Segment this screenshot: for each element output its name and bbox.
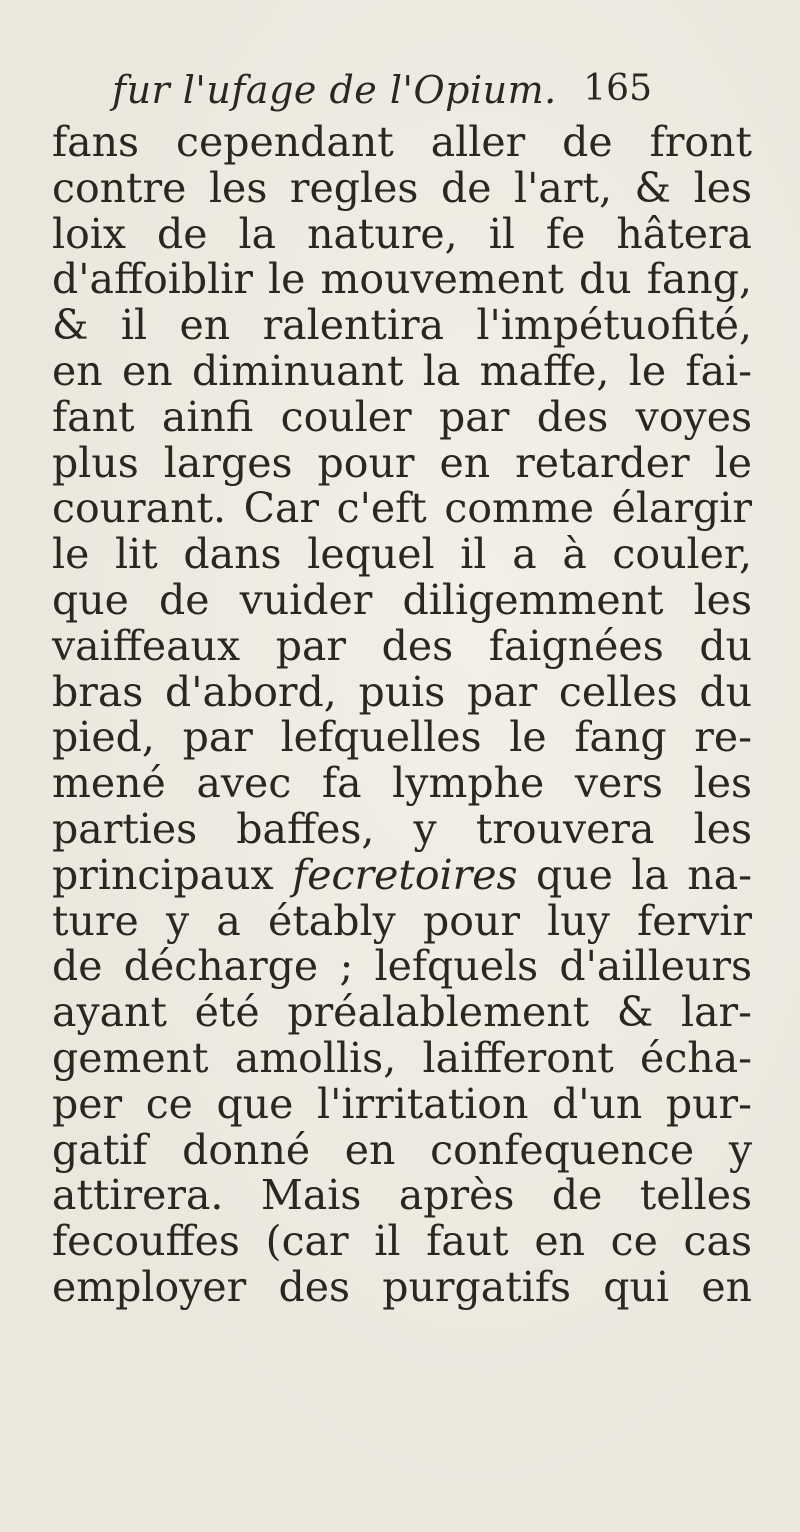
text-line: vaiffeaux par des faignées du (52, 621, 752, 670)
line-text-after-italic: que la na- (517, 850, 752, 899)
line-text-before-italic: principaux (52, 850, 293, 899)
text-line: fans cependant aller de front (52, 118, 752, 166)
text-line: ture y a étably pour luy fervir (52, 896, 752, 945)
text-line: parties baffes, y trouvera les (52, 804, 752, 853)
text-line: & il en ralentira l'impétuofité, (52, 301, 752, 350)
text-line: ayant été préalablement & lar- (52, 988, 752, 1037)
text-line: plus larges pour en retarder le (52, 438, 752, 487)
text-line: que de vuider diligemment les (52, 575, 752, 624)
text-line: gement amollis, laifferont écha- (52, 1033, 752, 1082)
text-line: de décharge ; lefquels d'ailleurs (52, 942, 752, 991)
text-line: fecouffes (car il faut en ce cas (52, 1217, 752, 1266)
text-line: en en diminuant la maffe, le fai- (52, 346, 752, 395)
body-text (52, 120, 752, 1311)
text-line: pied, par lefquelles le fang re- (52, 713, 752, 762)
page-number: 165 (583, 68, 652, 109)
text-line: contre les regles de l'art, & les (52, 163, 752, 212)
text-line: per ce que l'irritation d'un pur- (52, 1079, 752, 1128)
running-title: fur l'ufage de l'Opium. (112, 68, 557, 112)
text-line: courant. Car c'eft comme élargir (52, 484, 752, 533)
text-line: attirera. Mais après de telles (52, 1171, 752, 1220)
text-line: loix de la nature, il fe hâtera (52, 209, 752, 258)
text-line: mené avec fa lymphe vers les (52, 759, 752, 808)
text-line-with-italic (52, 850, 752, 899)
text-line: fant ainfi couler par des voyes (52, 392, 752, 441)
text-line: le lit dans lequel il a à couler, (52, 530, 752, 579)
running-head (112, 68, 652, 120)
text-line: bras d'abord, puis par celles du (52, 667, 752, 716)
italic-word: fecretoires (292, 850, 518, 899)
text-line: employer des purgatifs qui en (52, 1262, 752, 1311)
text-line: d'affoiblir le mouvement du fang, (52, 255, 752, 304)
text-line: gatif donné en confequence y (52, 1125, 752, 1174)
